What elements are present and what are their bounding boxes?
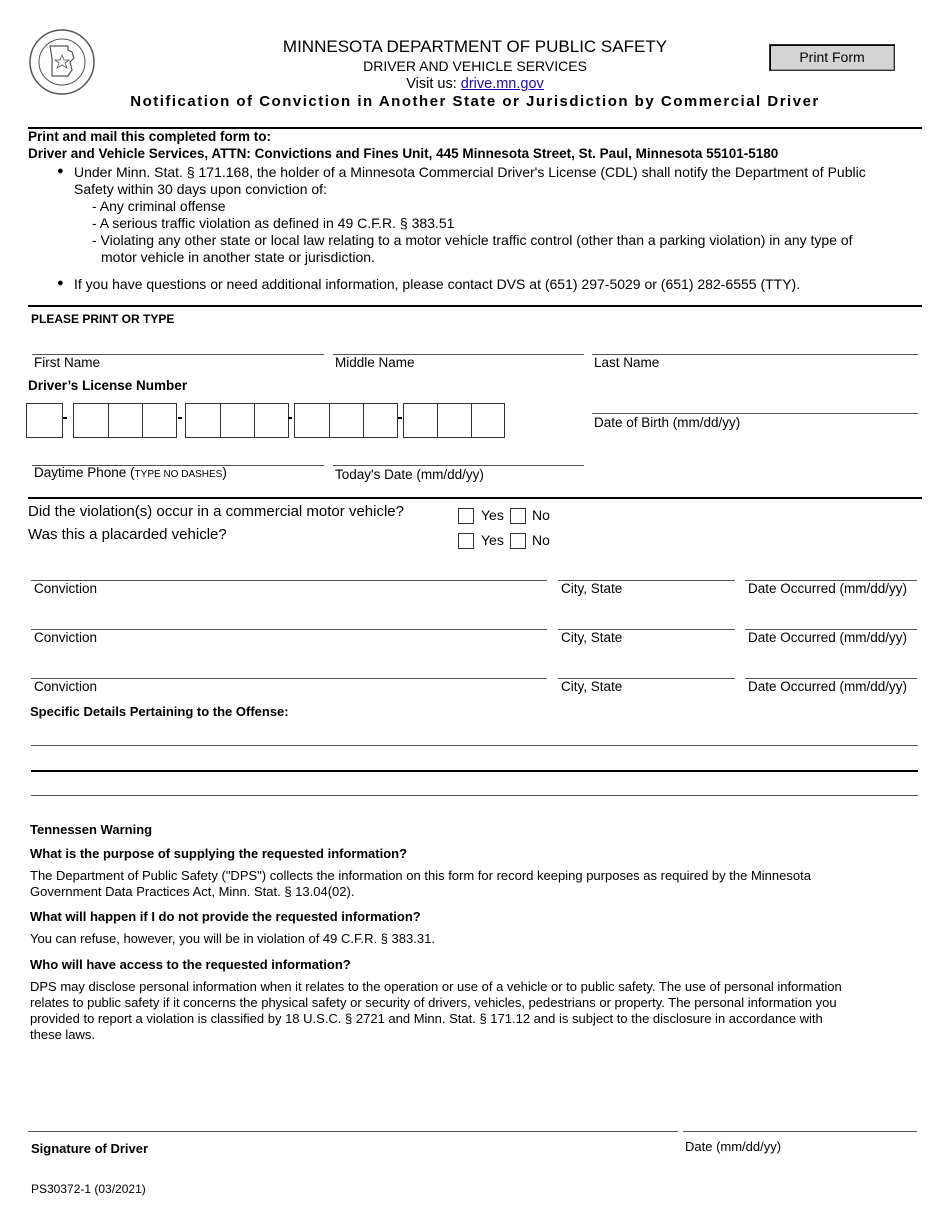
conviction-label-3: Conviction (34, 679, 98, 694)
print-or-type-label: PLEASE PRINT OR TYPE (31, 312, 175, 326)
drivers-license-label: Driver’s License Number (28, 378, 188, 393)
signature-field[interactable] (28, 1131, 678, 1132)
dl-box-group-5[interactable] (403, 403, 505, 438)
access-answer-3: provided to report a violation is classified by 18 U.S.C. § 2721 and Minn. Stat. § 171.12 and is subject to the disclosure in accordance with (30, 1011, 823, 1026)
dl-box-group-4[interactable] (294, 403, 398, 438)
bullet-icon: ● (57, 277, 64, 289)
todays-date-field[interactable] (333, 465, 584, 466)
dl-box-group-1[interactable] (26, 403, 63, 438)
signature-date-label: Date (mm/dd/yy) (685, 1139, 782, 1154)
cdl-rule-text-2: Safety within 30 days upon conviction of: (74, 181, 327, 197)
city-state-label-2: City, State (561, 630, 623, 645)
offense-details-label: Specific Details Pertaining to the Offense: (30, 704, 289, 719)
access-answer-4: these laws. (30, 1027, 96, 1042)
placarded-no-checkbox[interactable] (510, 533, 526, 549)
access-question: Who will have access to the requested information? (30, 957, 351, 972)
access-answer-2: relates to public safety if it concerns the physical safety or security of drivers, vehicles, pedestrians or property. The personal information you (30, 995, 837, 1010)
conviction-field-2[interactable] (31, 629, 547, 630)
purpose-answer-1: The Department of Public Safety ("DPS") collects the information on this form for record keeping purposes as required by the Minnesota (30, 868, 811, 883)
form-number: PS30372-1 (03/2021) (31, 1182, 146, 1196)
commercial-vehicle-question: Did the violation(s) occur in a commercial motor vehicle? (28, 503, 404, 520)
phone-label (34, 465, 227, 480)
phone-label-text: Daytime Phone ( (34, 465, 135, 480)
refusal-question: What will happen if I do not provide the requested information? (30, 909, 421, 924)
form-title: Notification of Conviction in Another State or Jurisdiction by Commercial Driver (130, 93, 820, 110)
commercial-yes-label: Yes (481, 507, 504, 523)
placarded-yes-label: Yes (481, 532, 504, 548)
dl-separator (63, 417, 67, 419)
commercial-no-checkbox[interactable] (510, 508, 526, 524)
details-line-1[interactable] (31, 745, 918, 746)
bullet-icon: ● (57, 165, 64, 177)
dob-label: Date of Birth (mm/dd/yy) (594, 415, 741, 430)
cdl-rule-text-1: Under Minn. Stat. § 171.168, the holder of a Minnesota Commercial Driver's License (CDL) shall notify the Department of Public (74, 164, 866, 180)
dl-box-group-3[interactable] (185, 403, 289, 438)
division-name: DRIVER AND VEHICLE SERVICES (363, 58, 587, 74)
offense-item-criminal: - Any criminal offense (92, 198, 226, 214)
department-name: MINNESOTA DEPARTMENT OF PUBLIC SAFETY (282, 37, 668, 56)
commercial-no-label: No (532, 507, 550, 523)
date-occurred-label-3: Date Occurred (mm/dd/yy) (748, 679, 908, 694)
first-name-label: First Name (34, 355, 101, 370)
refusal-answer: You can refuse, however, you will be in violation of 49 C.F.R. § 383.31. (30, 931, 435, 946)
mail-instruction: Print and mail this completed form to: (28, 129, 272, 144)
dl-separator (178, 417, 182, 419)
signature-date-field[interactable] (683, 1131, 917, 1132)
placarded-no-label: No (532, 532, 550, 548)
conviction-field-1[interactable] (31, 580, 547, 581)
access-answer-1: DPS may disclose personal information when it relates to the operation or use of a vehicle or to public safety. The use of personal information (30, 979, 842, 994)
dl-separator (398, 417, 402, 419)
details-line-3[interactable] (31, 795, 918, 796)
offense-item-serious: - A serious traffic violation as defined in 49 C.F.R. § 383.51 (92, 215, 455, 231)
conviction-label-2: Conviction (34, 630, 98, 645)
offense-item-other-2: motor vehicle in another state or jurisdiction. (101, 249, 375, 265)
offense-item-other-1: - Violating any other state or local law relating to a motor vehicle traffic control (other than a parking violation) in any type of (92, 232, 853, 248)
todays-date-label: Today's Date (mm/dd/yy) (335, 467, 484, 482)
conviction-label-1: Conviction (34, 581, 98, 596)
date-occurred-label-2: Date Occurred (mm/dd/yy) (748, 630, 908, 645)
city-state-label-3: City, State (561, 679, 623, 694)
dl-box-group-2[interactable] (73, 403, 177, 438)
dob-field[interactable] (592, 413, 918, 414)
placarded-yes-checkbox[interactable] (458, 533, 474, 549)
middle-name-label: Middle Name (335, 355, 415, 370)
section-divider (28, 497, 922, 499)
mail-address: Driver and Vehicle Services, ATTN: Convictions and Fines Unit, 445 Minnesota Street, St. Paul, Minnesota 55101-5180 (28, 146, 779, 161)
phone-label-note: TYPE NO DASHES (134, 469, 223, 480)
website-link[interactable]: drive.mn.gov (460, 76, 544, 92)
section-divider (28, 305, 922, 307)
contact-info: If you have questions or need additional information, please contact DVS at (651) 297-5029 or (651) 282-6555 (TTY). (74, 276, 801, 292)
last-name-label: Last Name (594, 355, 660, 370)
tennessen-heading: Tennessen Warning (30, 822, 153, 837)
visit-label: Visit us: (406, 76, 461, 92)
phone-label-close: ) (222, 465, 227, 480)
details-line-2[interactable] (31, 770, 918, 772)
purpose-question: What is the purpose of supplying the requested information? (30, 846, 408, 861)
visit-line (200, 76, 750, 92)
dl-separator (288, 417, 292, 419)
commercial-yes-checkbox[interactable] (458, 508, 474, 524)
state-seal-logo (28, 28, 96, 96)
signature-label: Signature of Driver (31, 1141, 149, 1156)
city-state-label-1: City, State (561, 581, 623, 596)
conviction-field-3[interactable] (31, 678, 547, 679)
date-occurred-label-1: Date Occurred (mm/dd/yy) (748, 581, 908, 596)
placarded-vehicle-question: Was this a placarded vehicle? (28, 526, 227, 543)
print-form-button[interactable]: Print Form (769, 44, 895, 71)
purpose-answer-2: Government Data Practices Act, Minn. Stat. § 13.04(02). (30, 884, 355, 899)
